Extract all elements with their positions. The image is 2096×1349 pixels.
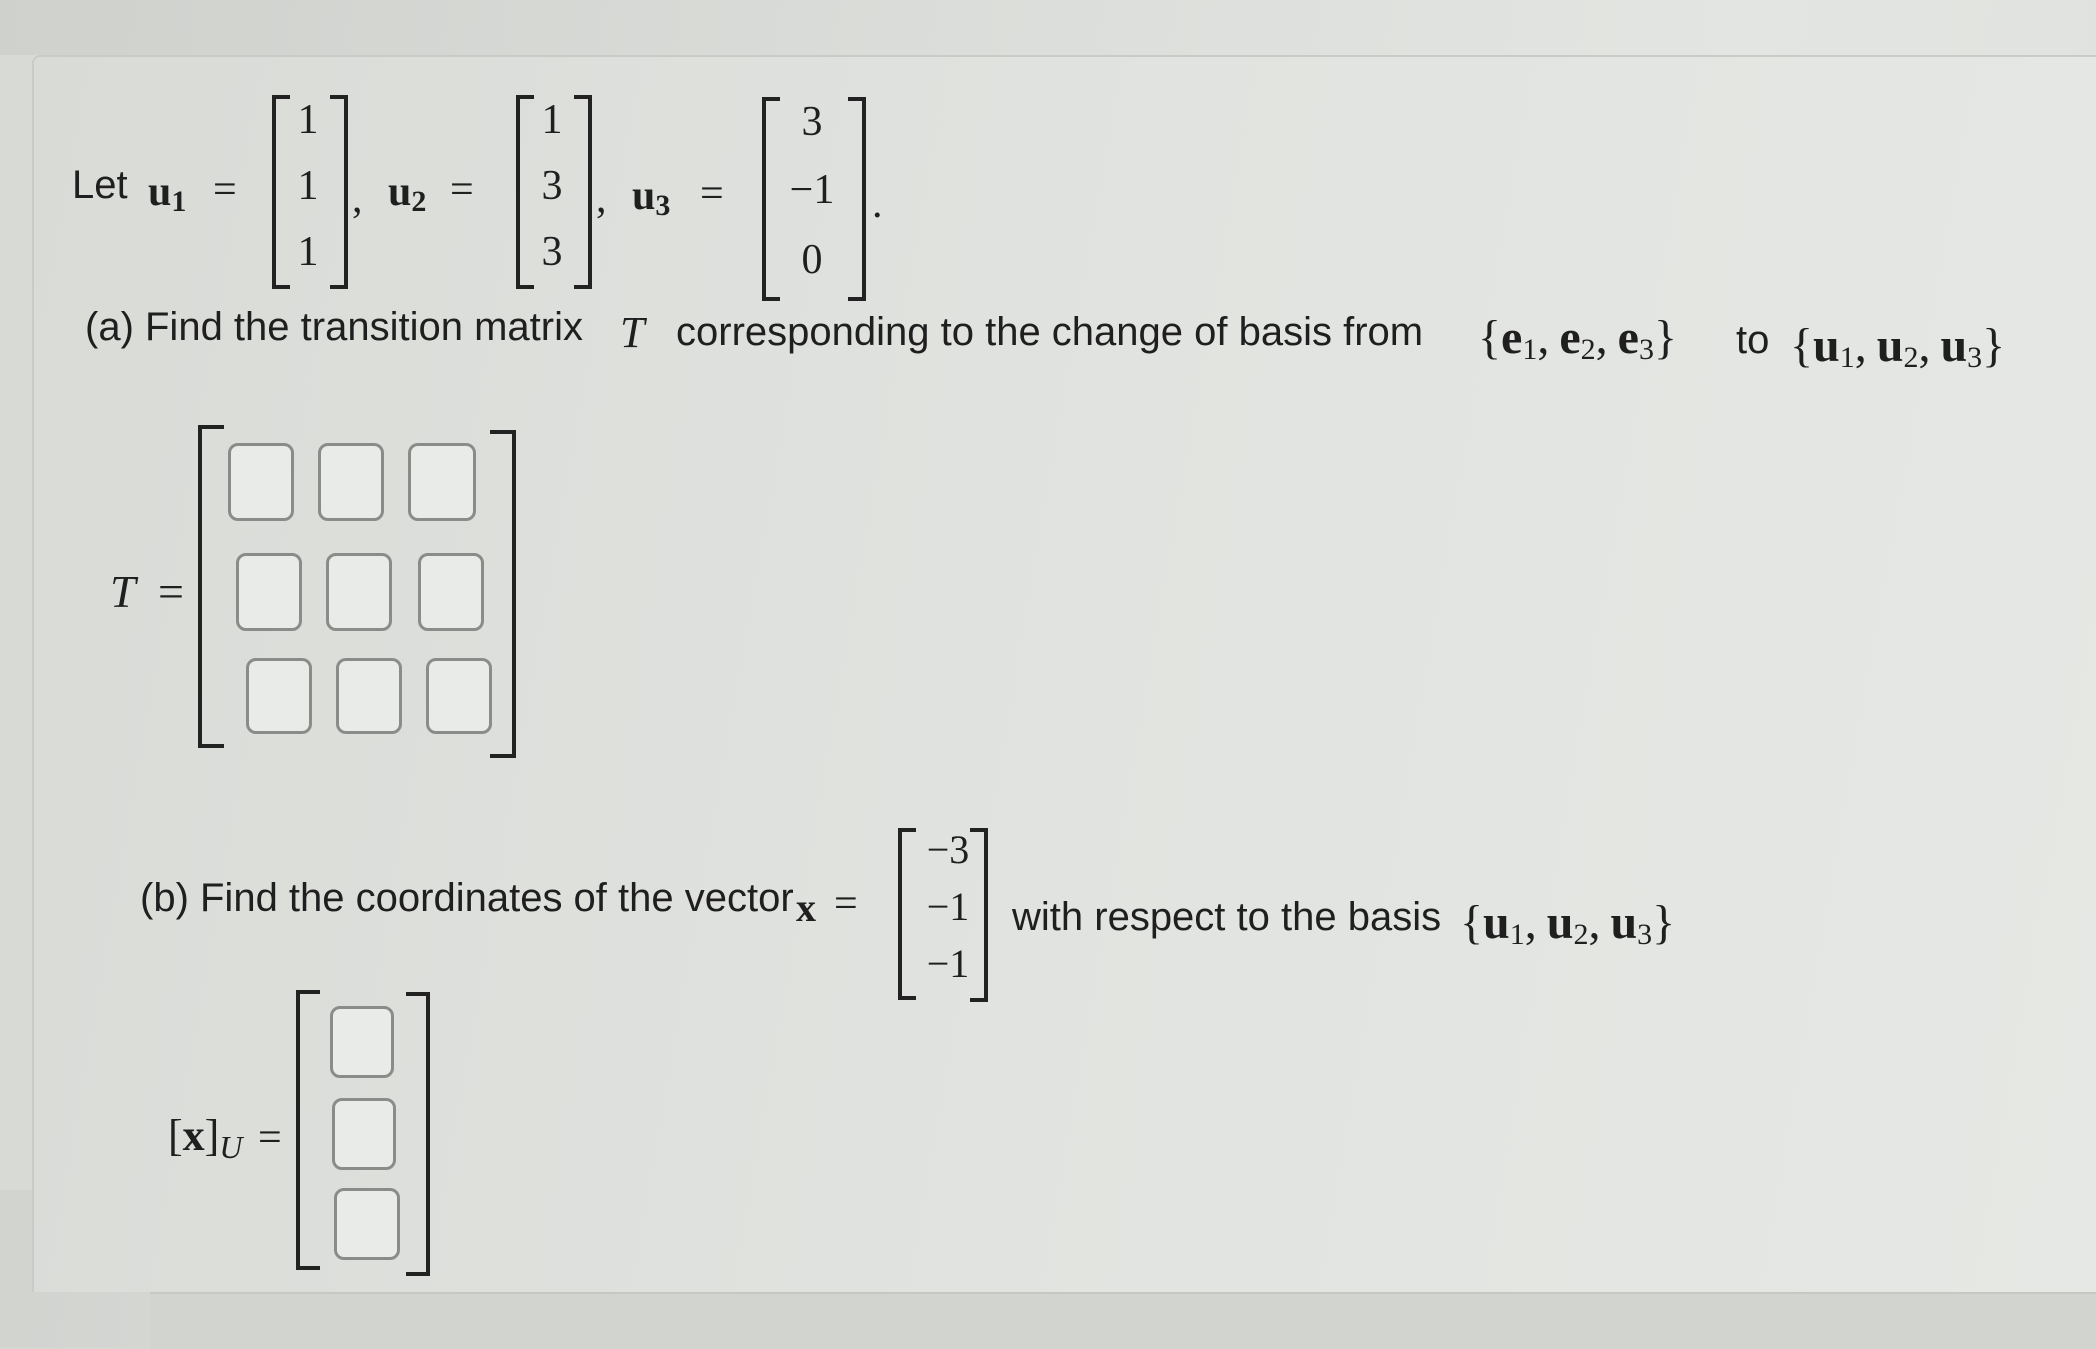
x-entry-2: −1	[926, 884, 970, 929]
T-equals: =	[158, 566, 184, 617]
u3-entry-1: 3	[801, 99, 823, 145]
T-entry-r2c3-input[interactable]	[418, 553, 484, 631]
T-right-bracket	[490, 430, 516, 758]
part-a-middle-text: corresponding to the change of basis from	[676, 310, 1424, 354]
comma-1: ,	[352, 176, 363, 222]
u3-entry-3: 0	[801, 237, 823, 283]
x-entry-3: −1	[926, 941, 970, 986]
u2-equals: =	[450, 167, 474, 213]
u3-equals: =	[700, 171, 724, 217]
u1-entry-3: 1	[297, 229, 319, 275]
T-entry-r2c2-input[interactable]	[326, 553, 392, 631]
lower-panel-edge	[150, 1292, 2096, 1349]
comma-2: ,	[596, 176, 607, 222]
u2-name: u2	[388, 169, 427, 218]
u1-right-bracket	[330, 95, 348, 289]
x-right-bracket	[970, 828, 988, 1002]
T-entry-r3c2-input[interactable]	[336, 658, 402, 734]
part-a-prefix: (a) Find the transition matrix	[85, 305, 583, 349]
part-b-prefix: (b) Find the coordinates of the vector	[140, 876, 794, 920]
xU-left-bracket	[296, 990, 320, 1270]
e-basis-set: {e1, e2, e3}	[1478, 311, 1678, 366]
part-a-to: to	[1736, 318, 1770, 362]
part-a-T-symbol: T	[620, 308, 645, 357]
T-entry-r1c2-input[interactable]	[318, 443, 384, 521]
T-entry-r3c3-input[interactable]	[426, 658, 492, 734]
u1-name: u1	[148, 169, 187, 218]
u2-entry-3: 3	[541, 229, 563, 275]
u2-entry-2: 3	[541, 163, 563, 209]
part-b-suffix: with respect to the basis	[1012, 895, 1442, 939]
T-entry-r2c1-input[interactable]	[236, 553, 302, 631]
u3-entry-2: −1	[789, 167, 835, 213]
x-entry-1: −3	[926, 827, 970, 872]
xU-entry-1-input[interactable]	[330, 1006, 394, 1078]
xU-entry-3-input[interactable]	[334, 1188, 400, 1260]
part-b-equals: =	[834, 881, 858, 927]
T-left-bracket	[198, 425, 224, 748]
T-entry-r1c3-input[interactable]	[408, 443, 476, 521]
part-b-x-symbol: x	[796, 885, 816, 930]
u3-right-bracket	[848, 97, 866, 301]
T-entry-r1c1-input[interactable]	[228, 443, 294, 521]
u3-name: u3	[632, 173, 671, 222]
u1-entry-1: 1	[297, 97, 319, 143]
u1-entry-2: 1	[297, 163, 319, 209]
intro-period: .	[872, 181, 883, 227]
xU-equals: =	[258, 1115, 282, 1161]
T-label: T	[110, 566, 136, 617]
T-entry-r3c1-input[interactable]	[246, 658, 312, 734]
u2-entry-1: 1	[541, 97, 563, 143]
u-basis-set-b: {u1, u2, u3}	[1460, 896, 1676, 951]
u-basis-set-a: {u1, u2, u3}	[1790, 319, 2006, 374]
xU-right-bracket	[406, 992, 430, 1276]
xU-entry-2-input[interactable]	[332, 1098, 396, 1170]
u2-right-bracket	[574, 95, 592, 289]
let-label: Let	[72, 163, 128, 207]
u1-equals: =	[213, 167, 237, 213]
xU-label: [x]U	[168, 1111, 243, 1165]
